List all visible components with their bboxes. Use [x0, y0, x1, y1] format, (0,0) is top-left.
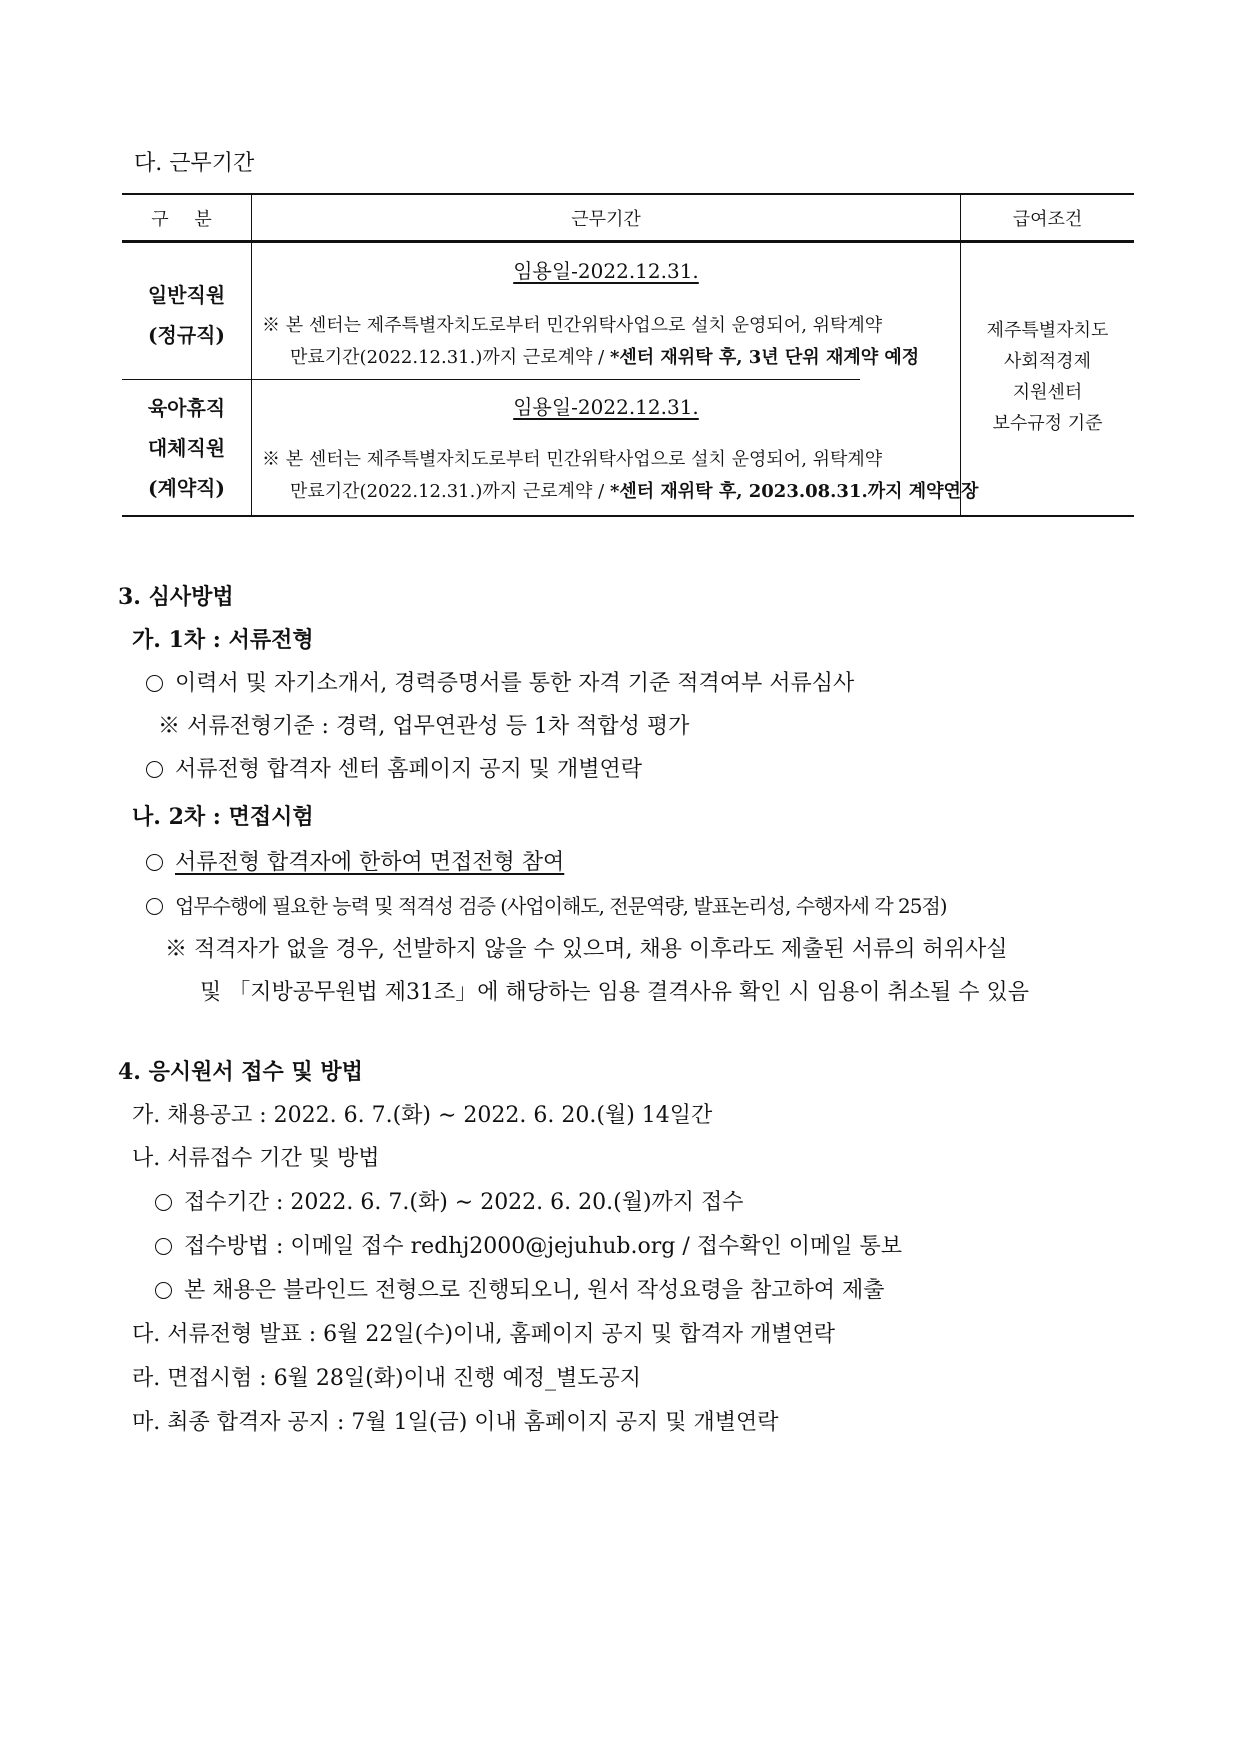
header-salary: 급여조건 — [1012, 209, 1083, 230]
circle-bullet-icon — [146, 898, 163, 915]
row2-category — [122, 388, 251, 508]
section3-b-item2 — [146, 890, 947, 919]
section3-a-item3 — [146, 752, 642, 783]
salary-line3: 지원센터 — [1012, 382, 1083, 403]
section4-title: 4. 응시원서 접수 및 방법 — [118, 1059, 363, 1085]
header-category: 구 분 — [151, 209, 222, 230]
section4-na: 나. 서류접수 기간 및 방법 — [132, 1146, 380, 1171]
header-period: 근무기간 — [571, 209, 641, 230]
row2-period: 임용일-2022.12.31. — [513, 395, 699, 419]
row1-category-line1: 일반직원 — [147, 283, 226, 307]
circle-bullet-icon — [146, 854, 163, 871]
section3-a-item2: ※ 서류전형기준 : 경력, 업무연관성 등 1차 적합성 평가 — [158, 714, 690, 739]
section4-na-item1-text: 접수기간 : 2022. 6. 7.(화) ∼ 2022. 6. 20.(월)까지 접수 — [184, 1190, 744, 1215]
section-c-title: 다. 근무기간 — [134, 151, 255, 176]
row2-category-line2: 대체직원 — [147, 436, 226, 460]
section3-b-item1-text: 서류전형 합격자에 한하여 면접전형 참여 — [175, 850, 565, 875]
section4-ga: 가. 채용공고 : 2022. 6. 7.(화) ∼ 2022. 6. 20.(월) 14일간 — [132, 1103, 713, 1128]
row2-note-line2 — [290, 477, 978, 503]
row2-note-bold: *센터 재위탁 후, 2023.08.31.까지 계약연장 — [609, 481, 979, 502]
section3-a-item1 — [146, 666, 854, 697]
salary-line4: 보수규정 기준 — [992, 413, 1103, 434]
row1-note-line1: ※ 본 센터는 제주특별자치도로부터 민간위탁사업으로 설치 운영되어, 위탁계약 — [262, 315, 883, 336]
row1-note-plain: 만료기간(2022.12.31.)까지 근로계약 / — [290, 347, 610, 368]
work-period-table — [122, 193, 1134, 517]
section4-na-item1 — [155, 1185, 744, 1216]
circle-bullet-icon — [146, 675, 163, 692]
section4-ma: 마. 최종 합격자 공지 : 7월 1일(금) 이내 홈페이지 공지 및 개별연락 — [132, 1410, 779, 1435]
circle-bullet-icon — [155, 1282, 172, 1299]
section3-b-title: 나. 2차 : 면접시험 — [132, 804, 314, 830]
row2-category-line3: (계약직) — [148, 476, 225, 500]
row2-category-line1: 육아휴직 — [147, 396, 226, 420]
row1-note-bold: *센터 재위탁 후, 3년 단위 재계약 예정 — [609, 347, 920, 368]
section4-na-item3 — [155, 1273, 885, 1304]
row1-category-line2: (정규직) — [148, 323, 225, 347]
section4-na-item3-text: 본 채용은 블라인드 전형으로 진행되오니, 원서 작성요령을 참고하여 제출 — [184, 1278, 885, 1303]
row1-period: 임용일-2022.12.31. — [513, 259, 699, 283]
section3-title: 3. 심사방법 — [118, 584, 234, 610]
row2-note-plain: 만료기간(2022.12.31.)까지 근로계약 / — [290, 481, 610, 502]
circle-bullet-icon — [155, 1194, 172, 1211]
section3-a-item1-text: 이력서 및 자기소개서, 경력증명서를 통한 자격 기준 적격여부 서류심사 — [175, 671, 855, 696]
section3-b-note-line1: ※ 적격자가 없을 경우, 선발하지 않을 수 있으며, 채용 이후라도 제출된 서류의 허위사실 — [165, 937, 1008, 962]
section3-a-item3-text: 서류전형 합격자 센터 홈페이지 공지 및 개별연락 — [175, 757, 643, 782]
row1-category — [122, 275, 251, 355]
row1-note-line2 — [290, 343, 919, 369]
salary-line1: 제주특별자치도 — [986, 320, 1109, 341]
circle-bullet-icon — [155, 1238, 172, 1255]
section4-da: 다. 서류전형 발표 : 6월 22일(수)이내, 홈페이지 공지 및 합격자 개별연락 — [132, 1322, 836, 1347]
row2-note-line1: ※ 본 센터는 제주특별자치도로부터 민간위탁사업으로 설치 운영되어, 위탁계약 — [262, 449, 883, 470]
section4-na-item2 — [155, 1229, 902, 1260]
section3-b-item1 — [146, 845, 564, 876]
section3-b-note-line2: 및 「지방공무원법 제31조」에 해당하는 임용 결격사유 확인 시 임용이 취소될 수 있음 — [200, 980, 1029, 1005]
salary-cell — [961, 315, 1134, 439]
section4-na-item2-text: 접수방법 : 이메일 접수 redhj2000@jejuhub.org / 접수확인 이메일 통보 — [184, 1234, 902, 1259]
section3-a-title: 가. 1차 : 서류전형 — [132, 627, 314, 653]
section4-ra: 라. 면접시험 : 6월 28일(화)이내 진행 예정_별도공지 — [132, 1366, 642, 1391]
salary-line2: 사회적경제 — [1004, 351, 1091, 372]
section3-b-item2-text: 업무수행에 필요한 능력 및 적격성 검증 (사업이해도, 전문역량, 발표논리성, 수행자세 각 25점) — [175, 894, 947, 918]
circle-bullet-icon — [146, 761, 163, 778]
